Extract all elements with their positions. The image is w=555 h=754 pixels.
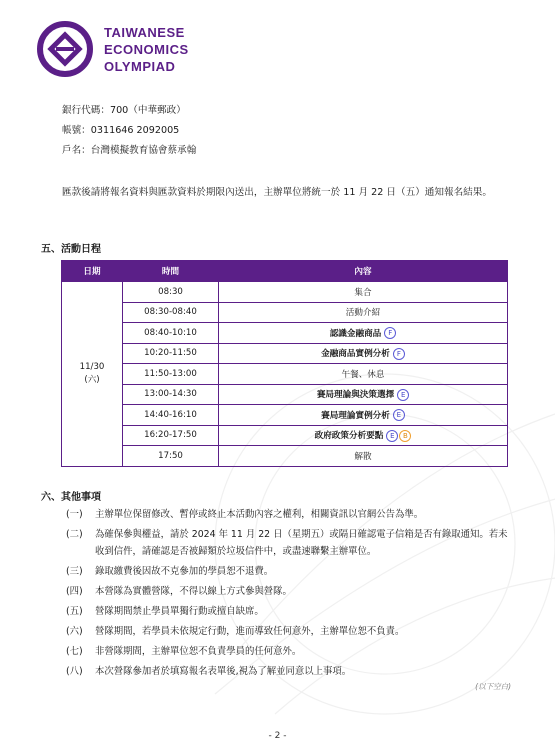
schedule-content xyxy=(219,425,508,446)
category-badge-icon: E xyxy=(397,389,409,401)
schedule-content-text: 賽局理論與決策選擇 xyxy=(316,390,395,400)
list-item-text: 主辦單位保留修改、暫停或終止本活動內容之權利，相關資訊以官網公告為準。 xyxy=(95,509,424,520)
org-logo xyxy=(36,20,189,78)
schedule-content-text: 賽局理論實例分析 xyxy=(321,410,390,421)
schedule-time: 11:50-13:00 xyxy=(123,364,219,385)
schedule-content-text: 午餐、休息 xyxy=(341,369,385,380)
header-content: 內容 xyxy=(219,261,508,282)
list-item-number: (三) xyxy=(66,566,83,577)
list-item-number: (五) xyxy=(66,606,83,617)
list-item-number: (七) xyxy=(66,646,83,657)
schedule-time: 16:20-17:50 xyxy=(123,425,219,446)
schedule-content xyxy=(219,446,508,467)
schedule-date-weekday: (六) xyxy=(84,374,100,385)
category-badge-icon: E xyxy=(386,430,398,442)
account-name: 戶名：台灣模擬教育協會蔡承翰 xyxy=(62,145,197,156)
schedule-row xyxy=(62,282,508,303)
list-item-number: (二) xyxy=(66,529,83,540)
schedule-content-text: 集合 xyxy=(354,287,372,298)
schedule-row xyxy=(62,323,508,344)
logo-emblem-icon xyxy=(36,20,94,78)
list-item-text: 錄取繳費後因故不克參加的學員恕不退費。 xyxy=(95,566,274,577)
schedule-content-text: 認識金融商品 xyxy=(329,328,382,339)
schedule-time: 08:30-08:40 xyxy=(123,302,219,323)
list-item-number: (八) xyxy=(66,666,83,677)
list-item-text: 本營隊為實體營隊，不得以線上方式參與營隊。 xyxy=(95,586,292,597)
header-date: 日期 xyxy=(62,261,123,282)
list-item xyxy=(66,583,511,600)
schedule-time: 13:00-14:30 xyxy=(123,384,219,405)
list-item-number: (四) xyxy=(66,586,83,597)
blank-note: (以下空白) xyxy=(475,682,511,691)
category-badge-icon: F xyxy=(384,327,396,339)
schedule-row xyxy=(62,343,508,364)
schedule-content xyxy=(219,282,508,303)
payment-notice: 匯款後請將報名資料與匯款資料於期限內送出，主辦單位將統一於 11 月 22 日（五）通知報名結果。 xyxy=(62,187,492,198)
org-name-line1: TAIWANESE xyxy=(104,24,185,40)
schedule-time: 08:30 xyxy=(123,282,219,303)
schedule-title: 五、活動日程 xyxy=(41,244,101,255)
list-item-text: 非營隊期間，主辦單位恕不負責學員的任何意外。 xyxy=(95,646,302,657)
category-badge-icon: B xyxy=(399,430,411,442)
org-name-line3: OLYMPIAD xyxy=(104,58,176,74)
schedule-content-text: 活動介紹 xyxy=(345,308,381,319)
list-item-text: 為確保參與權益，請於 2024 年 11 月 22 日（星期五）或隔日確認電子信箱是否有錄取通知。若未收到信件，請確認是否被歸類於垃圾信件中，或盡速聯繫主辦單位。 xyxy=(95,529,508,557)
other-matters-list xyxy=(66,506,511,683)
list-item-text: 營隊期間，若學員未依規定行動，進而導致任何意外，主辦單位恕不負責。 xyxy=(95,626,405,637)
schedule-date xyxy=(62,282,123,467)
schedule-date-day: 11/30 xyxy=(79,361,105,372)
schedule-content-text: 解散 xyxy=(354,451,372,462)
schedule-table xyxy=(61,260,508,467)
schedule-content xyxy=(219,405,508,426)
schedule-time: 10:20-11:50 xyxy=(123,343,219,364)
list-item xyxy=(66,643,511,660)
list-item-text: 營隊期間禁止學員單獨行動或擅自缺席。 xyxy=(95,606,264,617)
category-badge-icon: E xyxy=(393,409,405,421)
list-item xyxy=(66,603,511,620)
header-time: 時間 xyxy=(123,261,219,282)
org-name-line2: ECONOMICS xyxy=(104,41,189,57)
schedule-row xyxy=(62,302,508,323)
schedule-row xyxy=(62,446,508,467)
other-matters-title: 六、其他事項 xyxy=(41,492,101,503)
schedule-content xyxy=(219,323,508,344)
list-item-number: (六) xyxy=(66,626,83,637)
list-item xyxy=(66,526,511,560)
list-item-text: 本次營隊參加者於填寫報名表單後,視為了解並同意以上事項。 xyxy=(95,666,352,677)
category-badge-icon: F xyxy=(393,348,405,360)
schedule-content xyxy=(219,343,508,364)
schedule-time: 14:40-16:10 xyxy=(123,405,219,426)
bank-code: 銀行代碼：700（中華郵政） xyxy=(62,105,186,116)
schedule-content xyxy=(219,364,508,385)
schedule-content-text: 政府政策分析要點 xyxy=(314,431,384,441)
bank-info xyxy=(62,101,196,161)
schedule-row xyxy=(62,425,508,446)
schedule-row xyxy=(62,384,508,405)
list-item xyxy=(66,506,511,523)
list-item xyxy=(66,663,511,680)
schedule-time: 08:40-10:10 xyxy=(123,323,219,344)
schedule-content xyxy=(219,384,508,405)
schedule-content-text: 金融商品實例分析 xyxy=(321,349,390,359)
schedule-row xyxy=(62,405,508,426)
bank-account: 帳號：0311646 2092005 xyxy=(62,125,180,136)
page-number: - 2 - xyxy=(268,731,287,741)
list-item-number: (一) xyxy=(66,509,83,520)
list-item xyxy=(66,563,511,580)
schedule-time: 17:50 xyxy=(123,446,219,467)
schedule-header-row xyxy=(62,261,508,282)
schedule-row xyxy=(62,364,508,385)
schedule-content xyxy=(219,302,508,323)
list-item xyxy=(66,623,511,640)
